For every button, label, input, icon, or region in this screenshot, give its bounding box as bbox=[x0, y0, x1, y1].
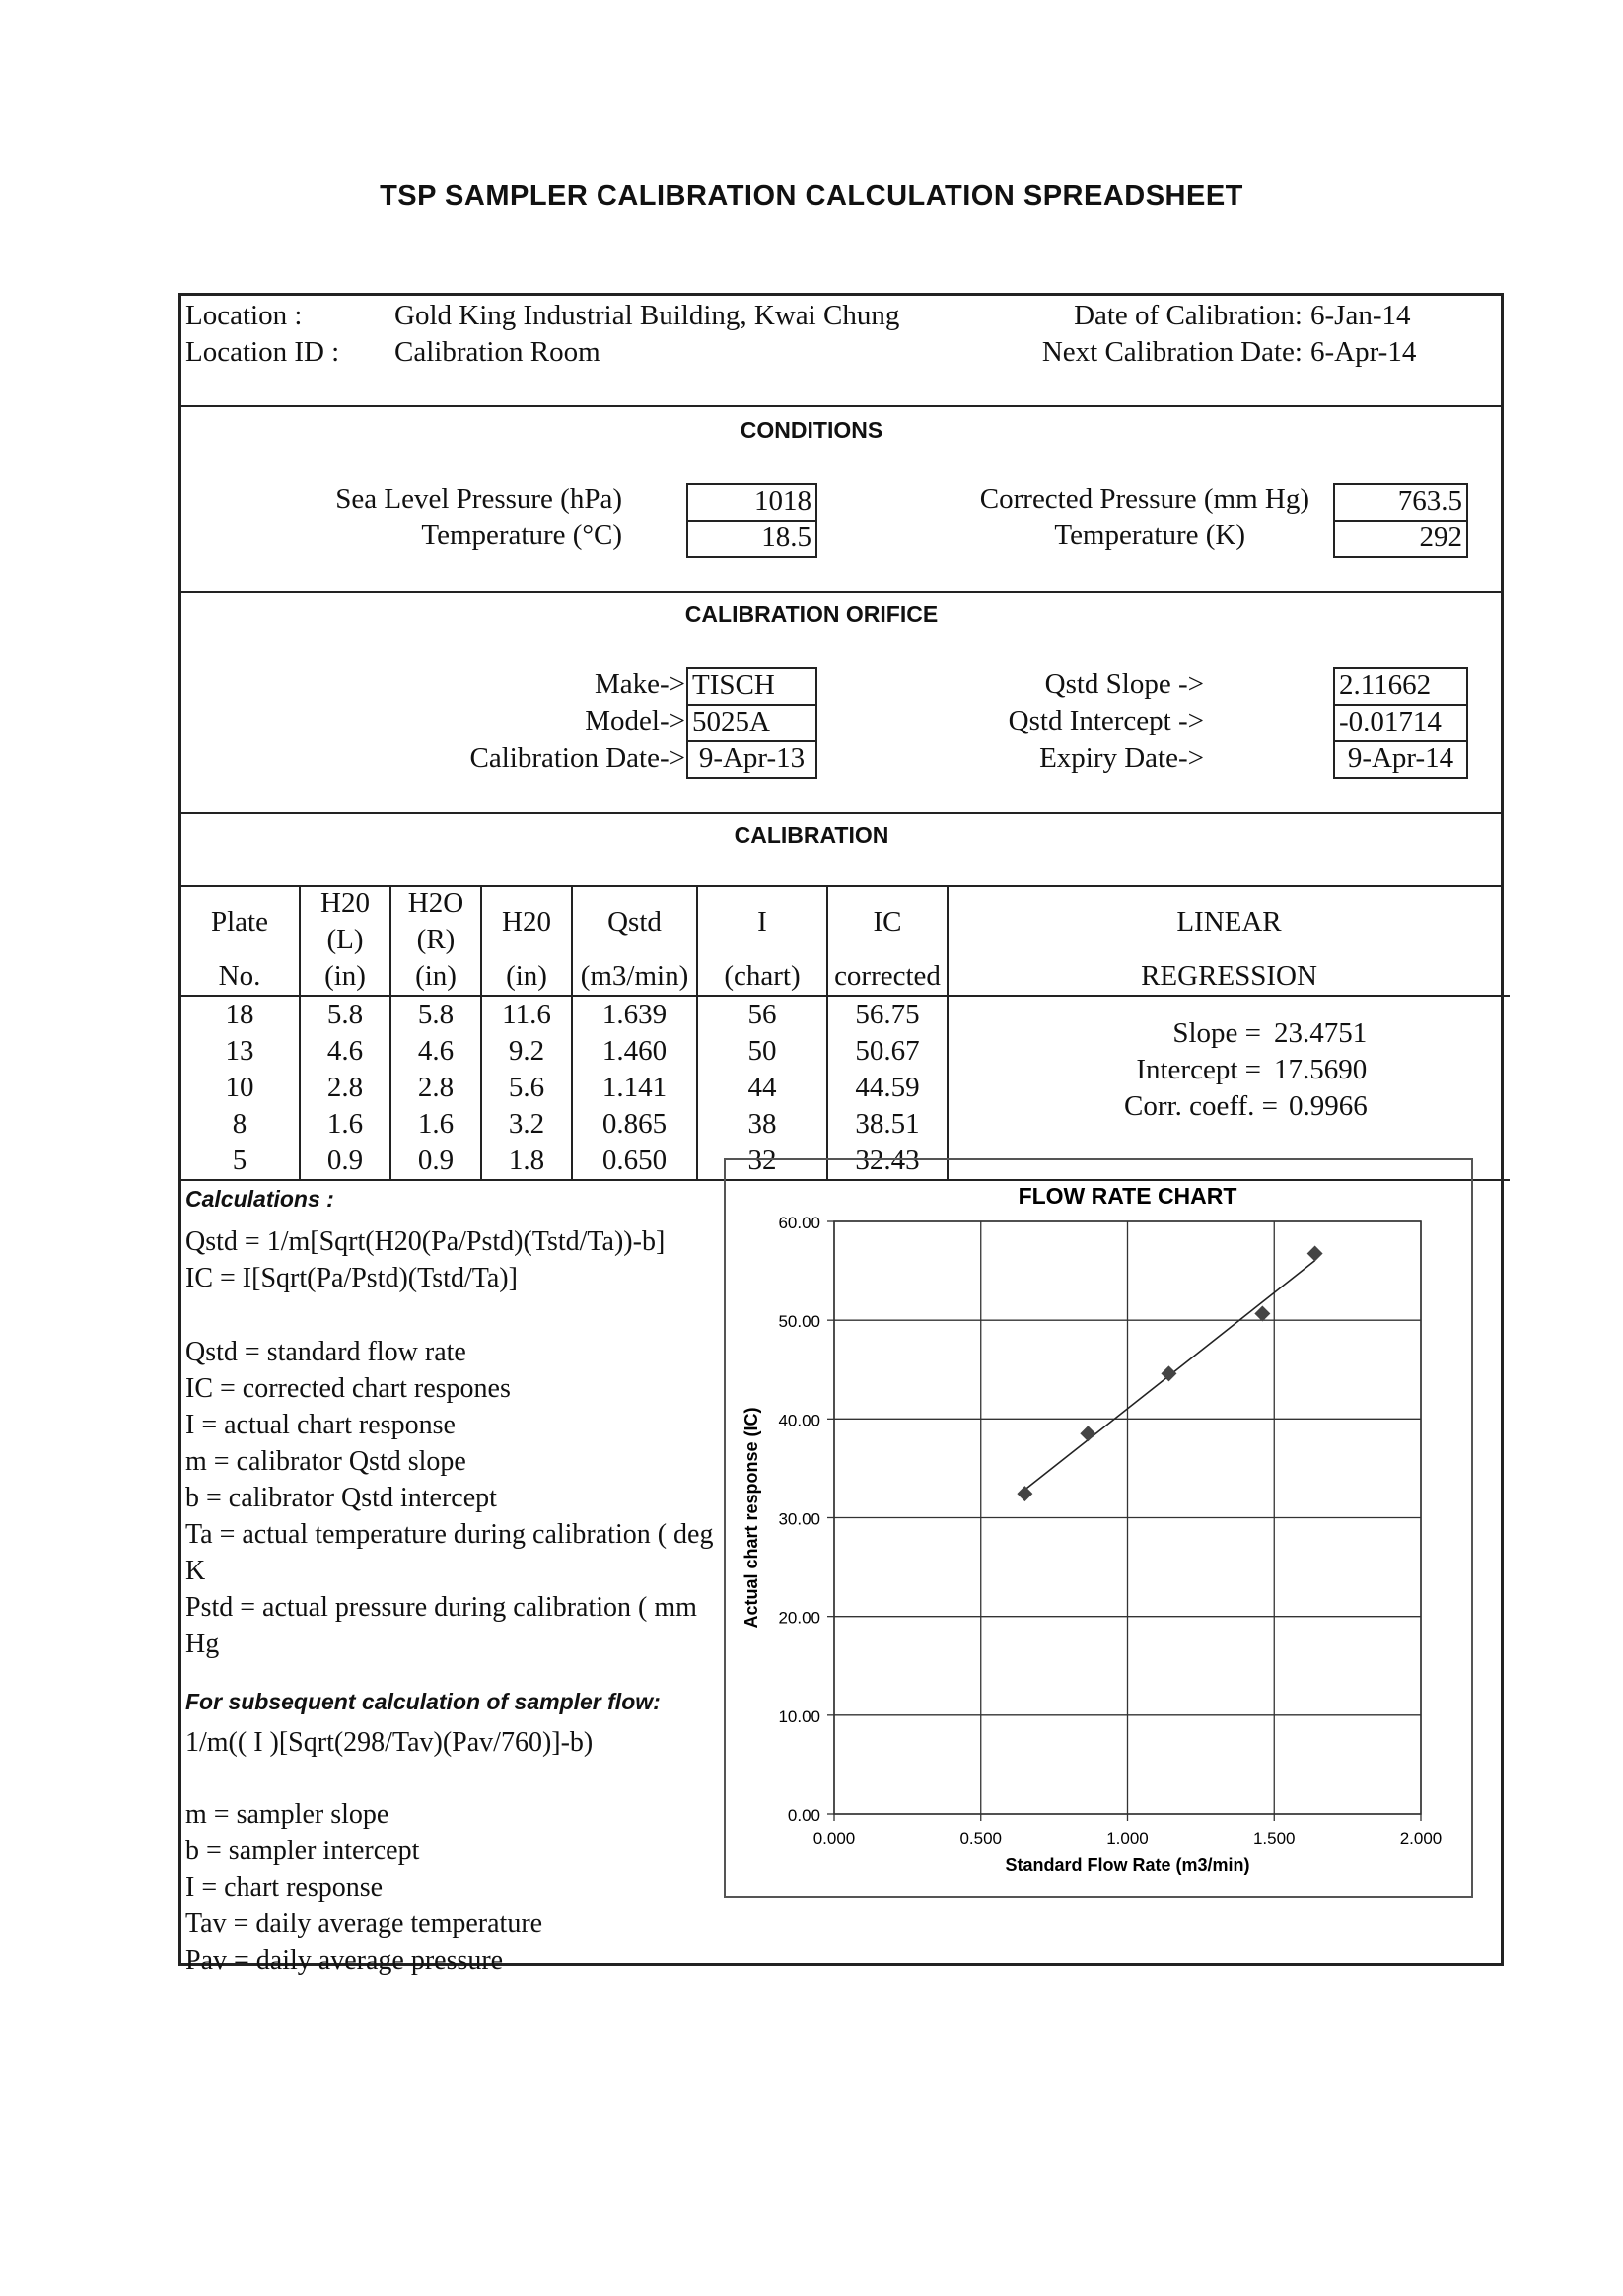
x-tick-label: 0.000 bbox=[812, 1829, 856, 1847]
next-calibration-value: 6-Apr-14 bbox=[1310, 336, 1417, 368]
calibration-heading: CALIBRATION bbox=[734, 822, 889, 848]
qstd-slope-value: 2.11662 bbox=[1335, 669, 1466, 706]
regression-slope-value: 23.4751 bbox=[1274, 1016, 1368, 1049]
header-plate: Plate bbox=[179, 885, 300, 958]
y-tick-label: 50.00 bbox=[778, 1312, 820, 1332]
sea-level-pressure-label: Sea Level Pressure (hPa) bbox=[335, 483, 622, 515]
orifice-values-box bbox=[1333, 667, 1468, 779]
regression-intercept-value: 17.5690 bbox=[1274, 1053, 1368, 1085]
table-cell: 10 bbox=[179, 1070, 300, 1106]
location-id-label: Location ID : bbox=[185, 336, 340, 368]
header-h20: H20 bbox=[481, 885, 572, 958]
table-cell: 1.8 bbox=[481, 1143, 572, 1180]
page-title: TSP SAMPLER CALIBRATION CALCULATION SPREADSHEET bbox=[380, 180, 1243, 212]
header-ic-unit: corrected bbox=[827, 958, 948, 996]
table-cell: 0.9 bbox=[300, 1143, 390, 1180]
table-cell: 5 bbox=[179, 1143, 300, 1180]
regression-slope-label: Slope = bbox=[1172, 1016, 1261, 1049]
y-axis-label: Actual chart response (IC) bbox=[741, 1407, 761, 1629]
location-label: Location : bbox=[185, 300, 303, 331]
conditions-output-box bbox=[1333, 483, 1468, 558]
temperature-k-value: 292 bbox=[1419, 522, 1462, 553]
y-tick-label: 0.00 bbox=[787, 1806, 820, 1825]
table-cell: 2.8 bbox=[390, 1070, 481, 1106]
definition-line: Pstd = actual pressure during calibration ( mm Hg bbox=[185, 1592, 697, 1659]
table-cell: 0.9 bbox=[390, 1143, 481, 1180]
x-tick-label: 1.500 bbox=[1252, 1829, 1296, 1847]
divider bbox=[178, 591, 1504, 593]
table-cell: 18 bbox=[179, 996, 300, 1033]
regression-corr-value: 0.9966 bbox=[1289, 1089, 1368, 1122]
regression-heading-1: LINEAR bbox=[948, 885, 1510, 958]
table-cell: 5.6 bbox=[481, 1070, 572, 1106]
orifice-info-box bbox=[686, 667, 817, 779]
definition-line: Ta = actual temperature during calibration ( deg K bbox=[185, 1519, 714, 1586]
table-cell: 5.8 bbox=[390, 996, 481, 1033]
data-point bbox=[1161, 1365, 1176, 1381]
temperature-k-label: Temperature (K) bbox=[1054, 520, 1245, 551]
table-cell: 56.75 bbox=[827, 996, 948, 1033]
table-row bbox=[179, 1070, 1510, 1106]
header-h20-l: H20 (L) bbox=[300, 885, 390, 958]
definition-line: I = actual chart response bbox=[185, 1410, 456, 1440]
table-cell: 1.460 bbox=[572, 1033, 697, 1070]
definition-line: m = calibrator Qstd slope bbox=[185, 1446, 466, 1477]
divider bbox=[178, 405, 1504, 407]
orifice-heading: CALIBRATION ORIFICE bbox=[684, 601, 939, 627]
table-cell: 38 bbox=[697, 1106, 827, 1143]
corrected-pressure-label: Corrected Pressure (mm Hg) bbox=[979, 483, 1309, 515]
calibration-table bbox=[178, 885, 1510, 1181]
expiry-date-value: 9-Apr-14 bbox=[1347, 742, 1454, 774]
header-h2o-r-unit: (in) bbox=[390, 958, 481, 996]
table-cell: 5.8 bbox=[300, 996, 390, 1033]
chart-title: FLOW RATE CHART bbox=[1018, 1183, 1237, 1209]
table-header-units-row bbox=[179, 958, 1510, 996]
table-cell: 0.650 bbox=[572, 1143, 697, 1180]
definition-line: m = sampler slope bbox=[185, 1799, 389, 1830]
x-axis-label: Standard Flow Rate (m3/min) bbox=[1005, 1855, 1250, 1875]
formula-qstd: Qstd = 1/m[Sqrt(H20(Pa/Pstd)(Tstd/Ta))-b] bbox=[185, 1226, 666, 1257]
qstd-intercept-label: Qstd Intercept -> bbox=[1008, 705, 1204, 736]
y-tick-label: 10.00 bbox=[778, 1706, 820, 1726]
qstd-slope-label: Qstd Slope -> bbox=[1044, 668, 1204, 700]
expiry-date-label: Expiry Date-> bbox=[1039, 742, 1204, 774]
regression-heading-2: REGRESSION bbox=[948, 958, 1510, 996]
header-plate-unit: No. bbox=[179, 958, 300, 996]
table-cell: 50.67 bbox=[827, 1033, 948, 1070]
table-row bbox=[179, 1033, 1510, 1070]
formula-ic: IC = I[Sqrt(Pa/Pstd)(Tstd/Ta)] bbox=[185, 1263, 518, 1293]
location-id-value: Calibration Room bbox=[394, 336, 600, 368]
y-tick-label: 20.00 bbox=[778, 1608, 820, 1628]
make-value: TISCH bbox=[688, 669, 815, 706]
chart-svg bbox=[726, 1160, 1471, 1896]
table-cell: 44 bbox=[697, 1070, 827, 1106]
x-tick-label: 1.000 bbox=[1106, 1829, 1149, 1847]
regression-corr-label: Corr. coeff. = bbox=[1124, 1089, 1278, 1122]
x-tick-label: 2.000 bbox=[1399, 1829, 1443, 1847]
header-ic: IC bbox=[827, 885, 948, 958]
header-qstd-unit: (m3/min) bbox=[572, 958, 697, 996]
table-header-row bbox=[179, 885, 1510, 958]
table-cell: 3.2 bbox=[481, 1106, 572, 1143]
table-cell: 9.2 bbox=[481, 1033, 572, 1070]
table-cell: 11.6 bbox=[481, 996, 572, 1033]
table-row bbox=[179, 996, 1510, 1033]
header-qstd: Qstd bbox=[572, 885, 697, 958]
header-h20-l-unit: (in) bbox=[300, 958, 390, 996]
make-label: Make-> bbox=[594, 668, 685, 700]
regression-corr-row bbox=[948, 1070, 1510, 1122]
table-cell: 2.8 bbox=[300, 1070, 390, 1106]
conditions-heading: CONDITIONS bbox=[740, 417, 883, 443]
table-cell: 0.865 bbox=[572, 1106, 697, 1143]
corrected-pressure-value: 763.5 bbox=[1335, 485, 1466, 522]
data-point bbox=[1307, 1246, 1323, 1262]
table-cell: 4.6 bbox=[300, 1033, 390, 1070]
data-point bbox=[1254, 1305, 1270, 1321]
y-tick-label: 30.00 bbox=[778, 1509, 820, 1529]
table-cell: 8 bbox=[179, 1106, 300, 1143]
definition-line: b = calibrator Qstd intercept bbox=[185, 1483, 497, 1513]
model-label: Model-> bbox=[585, 705, 685, 736]
calibration-date-label: Date of Calibration: bbox=[1074, 300, 1303, 331]
definition-line: I = chart response bbox=[185, 1872, 384, 1903]
regression-intercept-row bbox=[948, 1033, 1510, 1085]
definition-line: Tav = daily average temperature bbox=[185, 1909, 543, 1939]
x-tick-label: 0.500 bbox=[959, 1829, 1003, 1847]
table-cell: 13 bbox=[179, 1033, 300, 1070]
table-cell: 1.141 bbox=[572, 1070, 697, 1106]
qstd-intercept-value: -0.01714 bbox=[1335, 706, 1466, 742]
y-tick-label: 40.00 bbox=[778, 1411, 820, 1430]
orifice-cal-date-value: 9-Apr-13 bbox=[698, 742, 806, 774]
header-i-unit: (chart) bbox=[697, 958, 827, 996]
regression-intercept-label: Intercept = bbox=[1136, 1053, 1261, 1085]
table-cell: 1.6 bbox=[300, 1106, 390, 1143]
flow-rate-chart bbox=[724, 1158, 1473, 1898]
location-value: Gold King Industrial Building, Kwai Chung bbox=[394, 300, 900, 331]
table-cell: 44.59 bbox=[827, 1070, 948, 1106]
conditions-input-box bbox=[686, 483, 817, 558]
calculations-heading: Calculations : bbox=[185, 1186, 334, 1212]
table-cell: 50 bbox=[697, 1033, 827, 1070]
header-i: I bbox=[697, 885, 827, 958]
table-cell: 32 bbox=[697, 1143, 827, 1180]
next-calibration-label: Next Calibration Date: bbox=[1041, 336, 1303, 368]
model-value: 5025A bbox=[688, 706, 815, 742]
data-point bbox=[1080, 1426, 1095, 1441]
sampler-formula: 1/m(( I )[Sqrt(298/Tav)(Pav/760)]-b) bbox=[185, 1727, 594, 1758]
table-cell: 4.6 bbox=[390, 1033, 481, 1070]
definition-line: Pav = daily average pressure bbox=[185, 1945, 504, 1976]
table-cell: 1.6 bbox=[390, 1106, 481, 1143]
sea-level-pressure-value: 1018 bbox=[688, 485, 815, 522]
table-cell: 1.639 bbox=[572, 996, 697, 1033]
temperature-c-value: 18.5 bbox=[761, 522, 812, 553]
header-h20-unit: (in) bbox=[481, 958, 572, 996]
regression-slope-row bbox=[948, 996, 1510, 1049]
y-tick-label: 60.00 bbox=[778, 1214, 820, 1232]
table-cell: 38.51 bbox=[827, 1106, 948, 1143]
divider bbox=[178, 812, 1504, 814]
temperature-c-label: Temperature (°C) bbox=[421, 520, 622, 551]
definition-line: b = sampler intercept bbox=[185, 1836, 420, 1866]
table-cell: 56 bbox=[697, 996, 827, 1033]
definition-line: Qstd = standard flow rate bbox=[185, 1337, 466, 1367]
subsequent-heading: For subsequent calculation of sampler flow: bbox=[185, 1689, 661, 1714]
orifice-cal-date-label: Calibration Date-> bbox=[469, 742, 685, 774]
data-point bbox=[1017, 1486, 1032, 1501]
definition-line: IC = corrected chart respones bbox=[185, 1373, 511, 1404]
table-cell: 32.43 bbox=[827, 1143, 948, 1180]
calibration-date-value: 6-Jan-14 bbox=[1310, 300, 1411, 331]
calculations-section bbox=[185, 1181, 723, 1979]
header-h2o-r: H2O (R) bbox=[390, 885, 481, 958]
